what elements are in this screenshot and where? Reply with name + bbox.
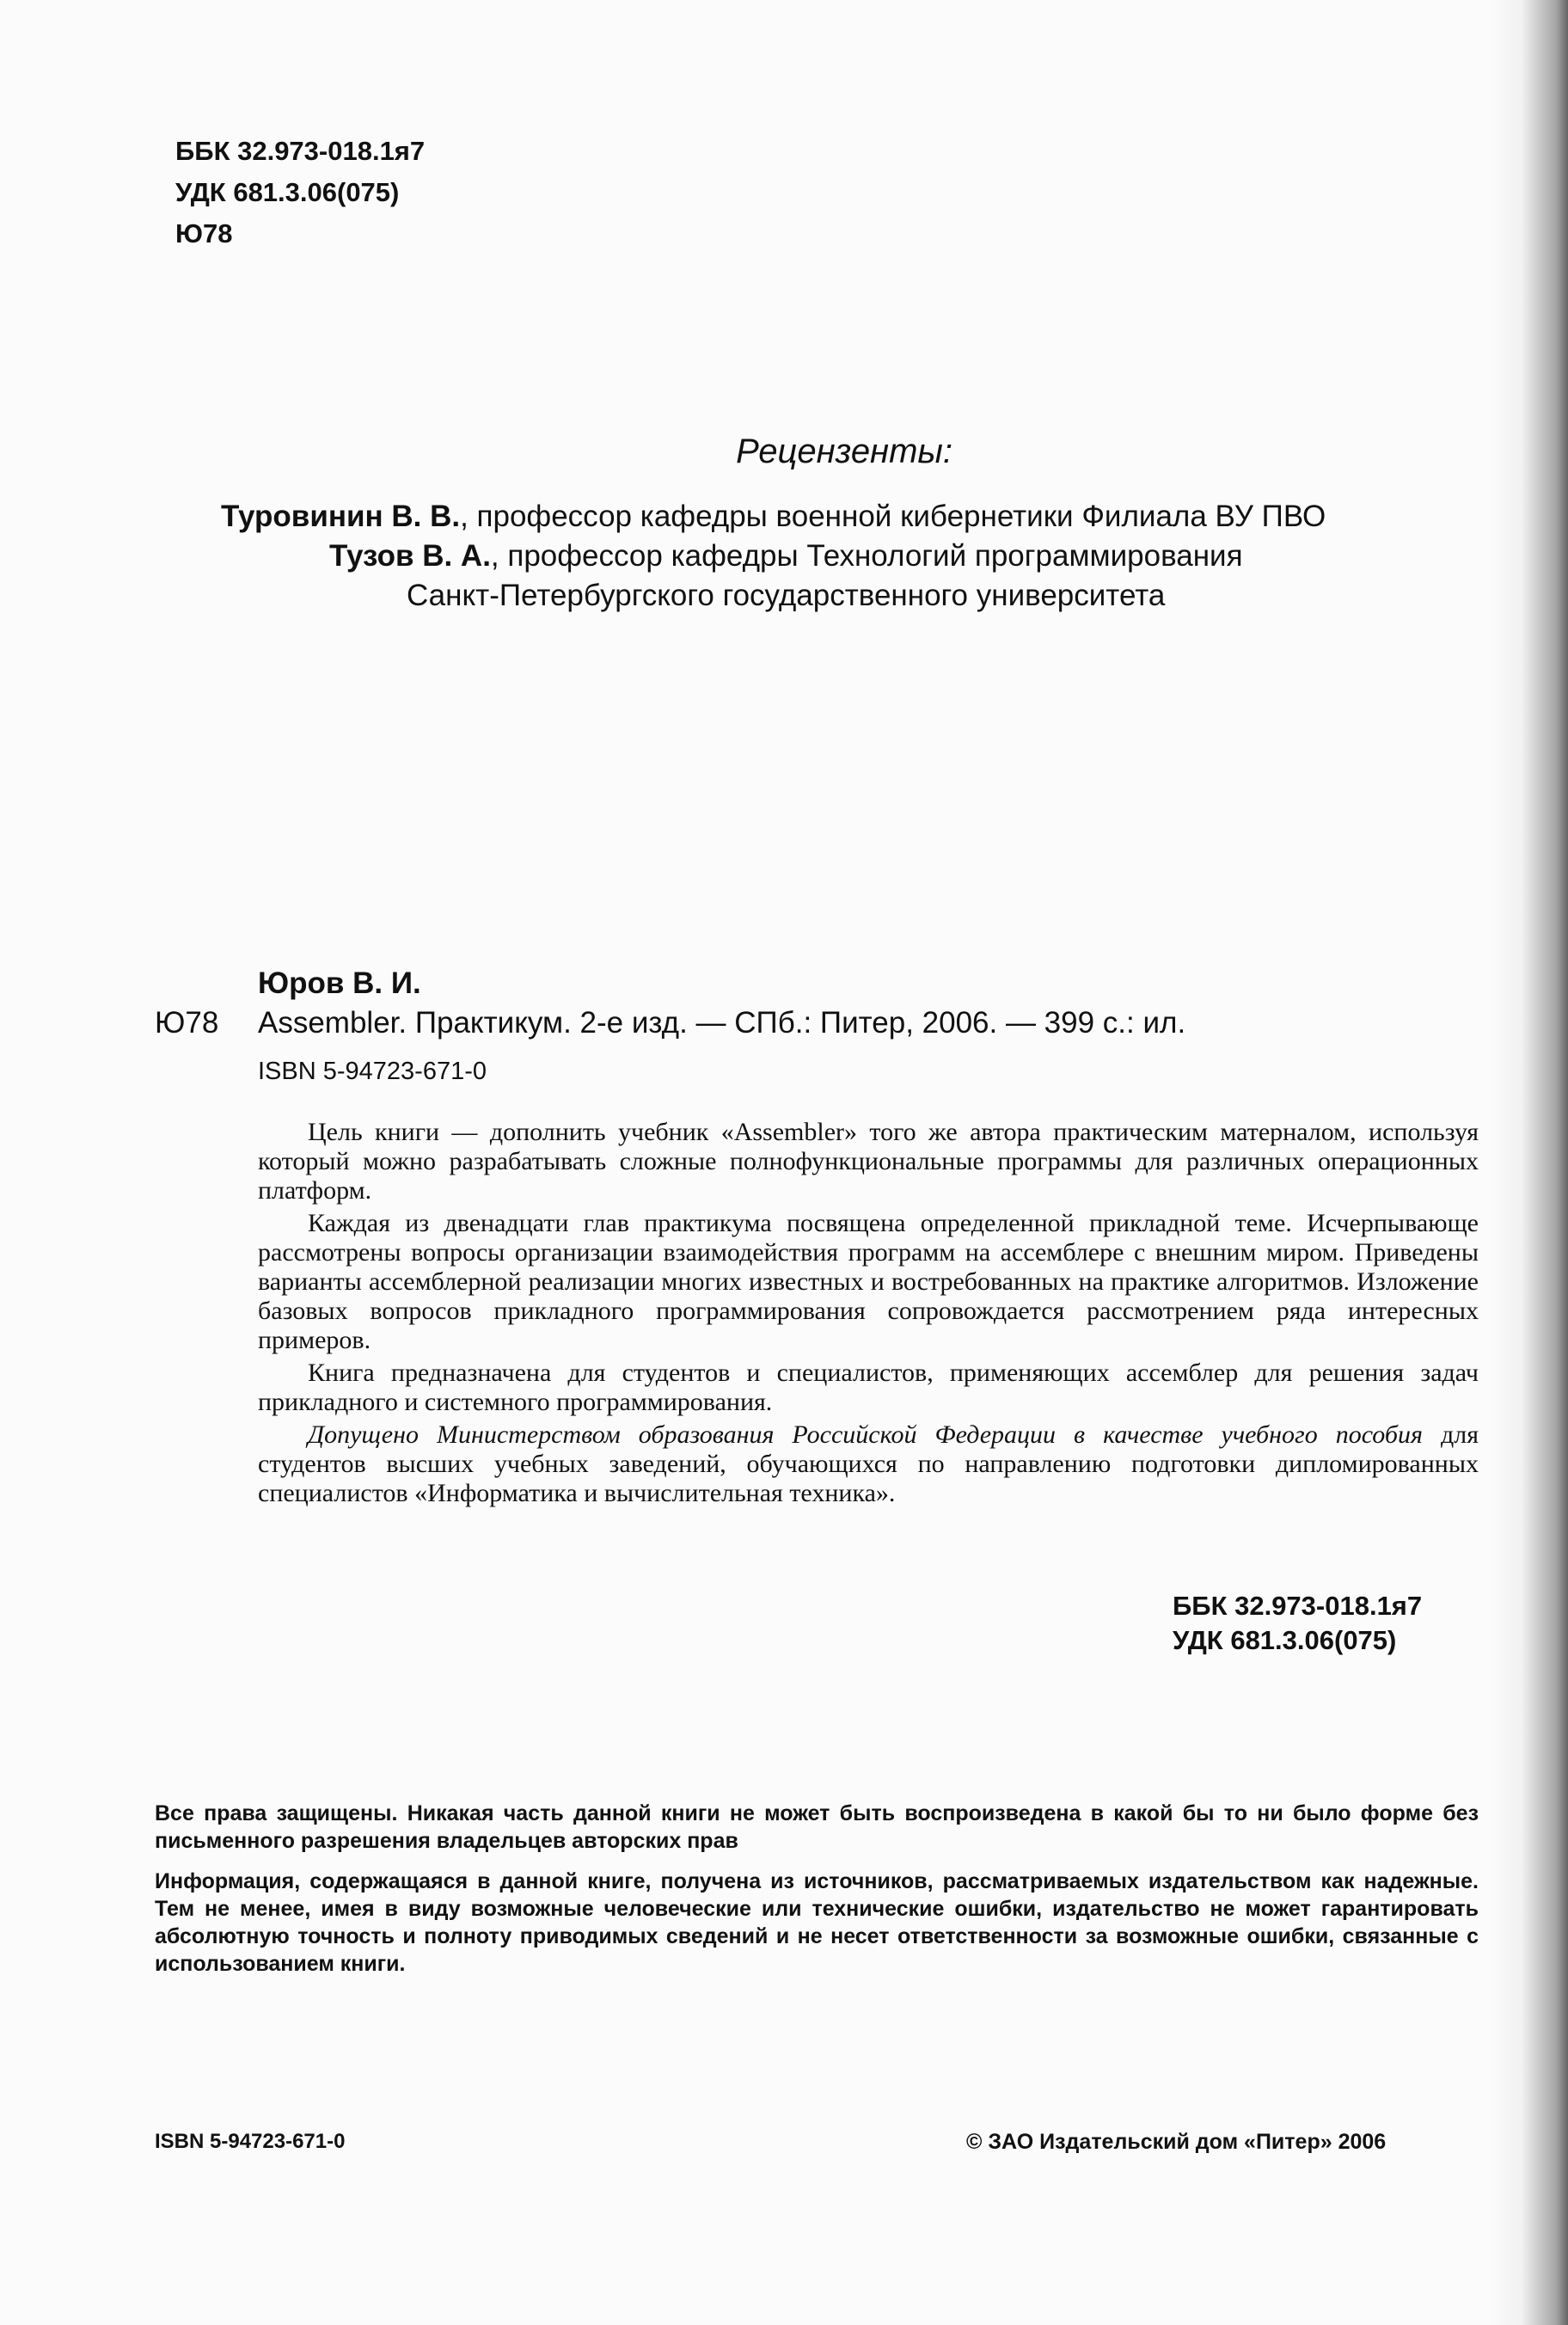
abstract-paragraph: Каждая из двенадцати глав практикума посвящена определенной прикладной теме. Исчерпывающе рассмотрены вопросы организации взаимодействия программ на ассемблере с внешним миром. Приведены варианты ассемблерной реализации многих известных и востребованных на практике алгоритмов. Изложение базовых вопросов прикладного программирования сопровождается рассмотрением ряда интересных примеров.	[258, 1209, 1479, 1354]
udk-code-top: УДК 681.3.06(075)	[175, 177, 400, 207]
approval-rest-text: для студентов высших учебных заведений, обучающихся по направлению подготовки дипломированных специалистов «Информатика и вычислительная техника».	[258, 1420, 1479, 1507]
liability-disclaimer: Информация, содержащаяся в данной книге, получена из источников, рассматриваемых издательством как надежные. Тем не менее, имея в виду возможные человеческие или технические ошибки, издательство не может гарантировать абсолютную точность и полноту приводимых сведений и не несет ответственности за возможные ошибки, связанные с использованием книги.	[155, 1869, 1479, 1976]
page-edge-shadow	[1491, 0, 1568, 2325]
udk-code-bottom: УДК 681.3.06(075)	[1173, 1625, 1397, 1655]
reviewer-2-position: , профессор кафедры Технологий программирования	[490, 539, 1243, 573]
book-title-line: Assembler. Практикум. 2-е изд. — СПб.: Питер, 2006. — 399 с.: ил.	[258, 1006, 1186, 1040]
abstract-paragraph: Книга предназначена для студентов и специалистов, применяющих ассемблер для решения задач прикладного и системного программирования.	[258, 1359, 1479, 1416]
book-isbn: ISBN 5-94723-671-0	[258, 1058, 487, 1085]
approval-italic-text: Допущено Министерством образования Российской Федерации в качестве учебного пособия	[308, 1420, 1423, 1449]
reviewer-2-name: Тузов В. А.	[329, 539, 491, 573]
abstract-paragraph: Цель книги — дополнить учебник «Assembler» того же автора практическим матерналом, используя который можно разрабатывать сложные полнофункциональные программы для различных операционных платформ.	[258, 1118, 1479, 1205]
book-author: Юров В. И.	[258, 966, 421, 1000]
bbk-code-top: ББК 32.973-018.1я7	[175, 136, 426, 166]
classification-bottom	[1173, 1589, 1422, 1658]
author-mark-top: Ю78	[175, 218, 233, 248]
reviewer-1-name: Туровинин В. В.	[221, 500, 461, 533]
bbk-code-bottom: ББК 32.973-018.1я7	[1173, 1591, 1423, 1621]
reviewers-heading: Рецензенты:	[736, 432, 952, 470]
reviewer-1	[221, 497, 1326, 537]
rights-notice: Все права защищены. Никакая часть данной книги не может быть воспроизведена в какой бы то ни было форме без письменного разрешения владельцев авторских прав	[155, 1801, 1479, 1853]
reviewer-2	[329, 537, 1243, 576]
book-abstract	[258, 1118, 1479, 1512]
footer-copyright: © ЗАО Издательский дом «Питер» 2006	[966, 2130, 1387, 2154]
abstract-approval-paragraph	[258, 1420, 1479, 1508]
reviewer-2-continuation: Санкт-Петербургского государственного университета	[407, 579, 1166, 612]
footer-isbn: ISBN 5-94723-671-0	[155, 2130, 346, 2153]
reviewer-1-position: , профессор кафедры военной кибернетики Филиала ВУ ПВО	[460, 500, 1326, 533]
classification-top	[175, 131, 425, 255]
author-mark: Ю78	[155, 1006, 219, 1040]
